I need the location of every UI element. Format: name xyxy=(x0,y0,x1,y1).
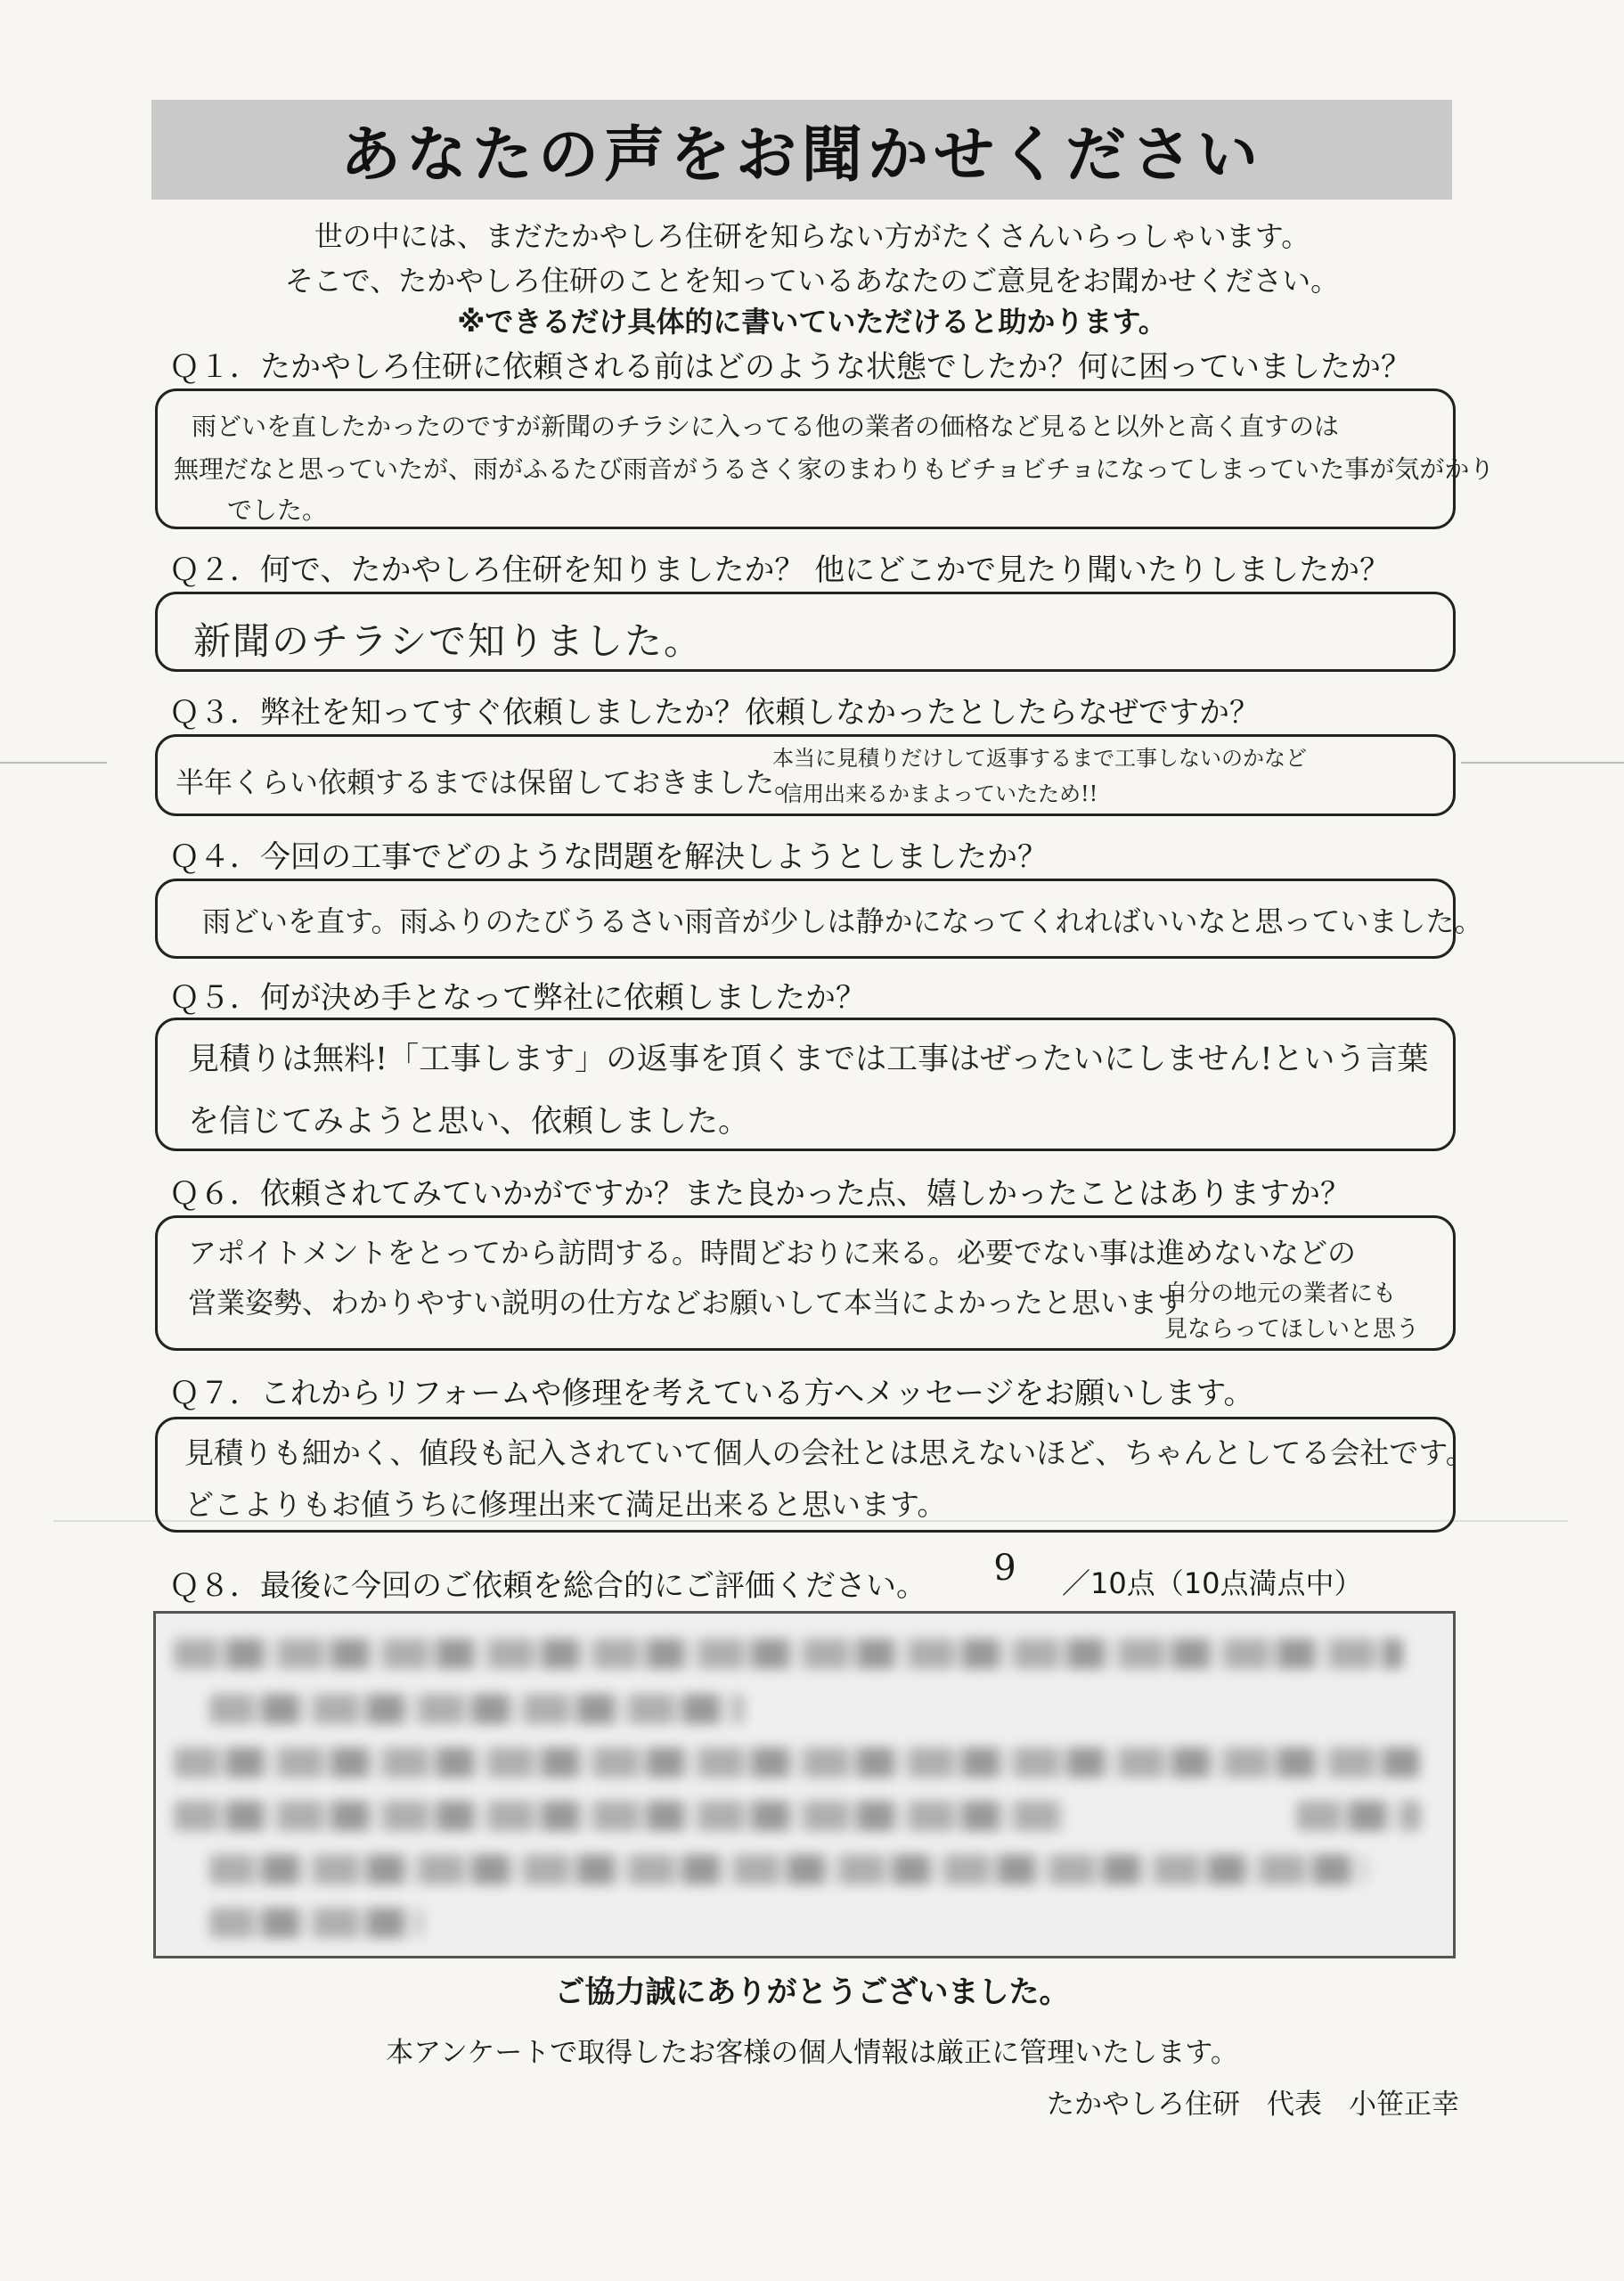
crease-line xyxy=(1461,762,1624,764)
answer-box-3 xyxy=(155,734,1456,816)
redacted-line xyxy=(174,1747,1421,1778)
answer-box-5 xyxy=(155,1018,1456,1151)
answer-5-line-2: を信じてみようと思い、依頼しました。 xyxy=(188,1104,750,1140)
redacted-line xyxy=(174,1639,1403,1669)
intro-line-2: そこで、たかやしろ住研のことを知っているあなたのご意見をお聞かせください。 xyxy=(284,264,1340,298)
answer-box-6 xyxy=(155,1215,1456,1351)
answer-6-line-2: 営業姿勢、わかりやすい説明の仕方などお願いして本当によかったと思います xyxy=(188,1286,1187,1320)
redacted-line xyxy=(209,1694,744,1724)
answer-1-line-3: でした。 xyxy=(227,495,328,525)
score-value: 9 xyxy=(993,1548,1016,1589)
question-4: Ｑ４．今回の工事でどのような問題を解決しようとしましたか？ xyxy=(169,839,1048,875)
score-suffix: ／10点（10点満点中） xyxy=(1062,1566,1363,1600)
answer-3-line-1: 半年くらい依頼するまでは保留しておきました。 xyxy=(175,765,804,799)
answer-1-line-1: 雨どいを直したかったのですが新聞のチラシに入ってる他の業者の価格など見ると以外と高く直すのは xyxy=(192,412,1340,441)
redacted-line xyxy=(209,1908,423,1938)
privacy-notice: 本アンケートで取得したお客様の個人情報は厳正に管理いたします。 xyxy=(386,2037,1238,2069)
answer-6-line-1: アポイトメントをとってから訪問する。時間どおりに来る。必要でない事は進めないなどの xyxy=(188,1236,1357,1270)
question-5: Ｑ５．何が決め手となって弊社に依頼しましたか？ xyxy=(169,980,866,1016)
redacted-line xyxy=(209,1854,1367,1884)
title-bar xyxy=(151,100,1452,200)
thanks-message: ご協力誠にありがとうございました。 xyxy=(554,1974,1070,2010)
question-1: Ｑ１．たかやしろ住研に依頼される前はどのような状態でしたか？何に困っていましたか？ xyxy=(169,349,1411,385)
redacted-customer-info xyxy=(153,1611,1456,1958)
question-6: Ｑ６．依頼されてみていかがですか？また良かった点、嬉しかったことはありますか？ xyxy=(169,1176,1351,1212)
crease-line xyxy=(0,762,107,764)
answer-2-line-1: 新聞のチラシで知りました。 xyxy=(193,619,704,663)
answer-7-line-1: 見積りも細かく、値段も記入されていて個人の会社とは思えないほど、ちゃんとしてる会社です。 xyxy=(184,1435,1475,1470)
answer-box-1 xyxy=(155,388,1495,529)
answer-box-4 xyxy=(155,879,1483,959)
question-2: Ｑ２．何で、たかやしろ住研を知りましたか？ 他にどこかで見たり聞いたりしましたか？ xyxy=(169,552,1391,588)
answer-3-line-2: 本当に見積りだけして返事するまで工事しないのかなど xyxy=(772,746,1307,771)
question-3: Ｑ３．弊社を知ってすぐ依頼しましたか？依頼しなかったとしたらなぜですか？ xyxy=(169,695,1260,731)
answer-box-2 xyxy=(155,592,1456,672)
redacted-line xyxy=(1296,1801,1421,1831)
answer-6-line-4: 見ならってほしいと思う xyxy=(1164,1316,1420,1343)
intro-line-1: 世の中には、まだたかやしろ住研を知らない方がたくさんいらっしゃいます。 xyxy=(314,219,1310,253)
representative-name: 小笹正幸 xyxy=(1349,2089,1459,2121)
answer-box-7 xyxy=(155,1417,1475,1533)
page-title: あなたの声をお聞かせください xyxy=(339,119,1263,191)
answer-3-line-3: 信用出来るかまよっていたため!! xyxy=(781,781,1098,806)
representative-role: 代表 xyxy=(1267,2089,1322,2121)
company-name: たかやしろ住研 xyxy=(1047,2089,1240,2121)
answer-7-line-2: どこよりもお値うちに修理出来て満足出来ると思います。 xyxy=(184,1487,947,1522)
answer-5-line-1: 見積りは無料!「工事します」の返事を頂くまでは工事はぜったいにしません!という言葉 xyxy=(188,1042,1429,1077)
intro-note: ※できるだけ具体的に書いていただけると助かります。 xyxy=(457,305,1167,339)
question-7: Ｑ７．これからリフォームや修理を考えている方へメッセージをお願いします。 xyxy=(169,1376,1254,1411)
question-8: Ｑ８．最後に今回のご依頼を総合的にご評価ください。 xyxy=(169,1568,926,1604)
signature-block xyxy=(1047,2081,1459,2122)
answer-6-line-3: 自分の地元の業者にも xyxy=(1164,1280,1397,1307)
answer-4-line-1: 雨どいを直す。雨ふりのたびうるさい雨音が少しは静かになってくれればいいなと思っていました。 xyxy=(202,904,1483,938)
answer-1-line-2: 無理だなと思っていたが、雨がふるたび雨音がうるさく家のまわりもビチョビチョになってしまっていた事が気がかり xyxy=(174,454,1495,484)
redacted-line xyxy=(174,1801,1065,1831)
